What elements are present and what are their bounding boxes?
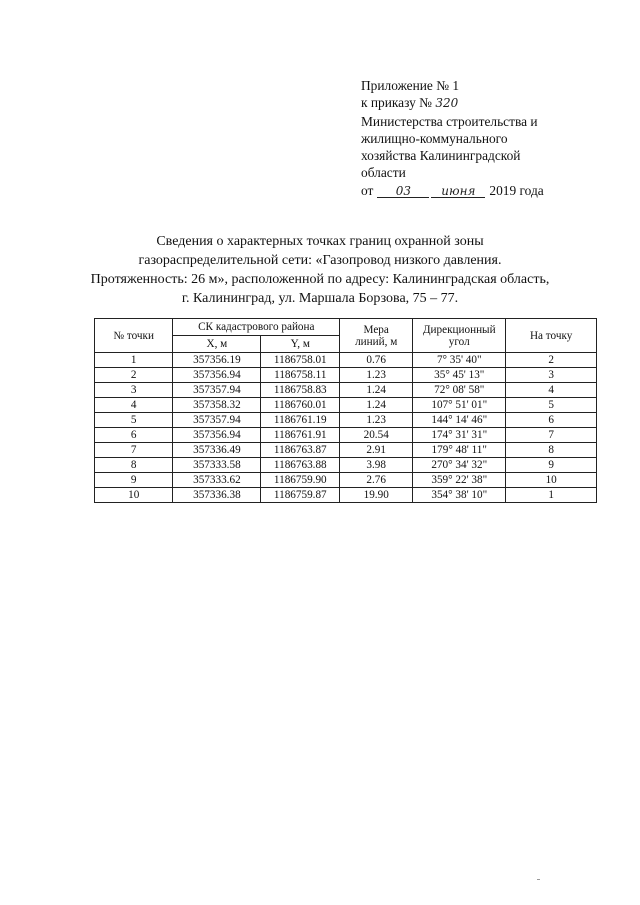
header-to-point: На точку [506, 319, 597, 353]
order-prefix: к приказу № [361, 95, 436, 111]
cell-to-point: 2 [506, 353, 597, 368]
table-row [95, 383, 597, 398]
cell-y: 1186759.87 [261, 488, 340, 503]
cell-direction-angle: 72° 08' 58" [413, 383, 506, 398]
header-line-length [340, 319, 413, 353]
cell-point-no: 3 [95, 383, 173, 398]
table-row [95, 353, 597, 368]
cell-line-length: 2.76 [340, 473, 413, 488]
cell-direction-angle: 35° 45' 13" [413, 368, 506, 383]
header-line-length-1: Мера [363, 323, 389, 336]
cell-x: 357356.94 [173, 428, 261, 443]
table-row [95, 473, 597, 488]
date-month-handwritten: июня [431, 183, 485, 198]
cell-line-length: 20.54 [340, 428, 413, 443]
date-line [361, 182, 621, 199]
cell-point-no: 7 [95, 443, 173, 458]
cell-x: 357356.94 [173, 368, 261, 383]
cell-line-length: 0.76 [340, 353, 413, 368]
title-line-3: Протяженность: 26 м», расположенной по адресу: Калининградская область, [90, 272, 550, 287]
header-point-no: № точки [95, 319, 173, 353]
table-row [95, 458, 597, 473]
scan-mark [537, 879, 540, 880]
cell-to-point: 3 [506, 368, 597, 383]
table-row [95, 368, 597, 383]
cell-point-no: 2 [95, 368, 173, 383]
cell-to-point: 6 [506, 413, 597, 428]
table-row [95, 443, 597, 458]
cell-point-no: 5 [95, 413, 173, 428]
cell-point-no: 10 [95, 488, 173, 503]
ministry-line-1: Министерства строительства и [361, 113, 538, 129]
cell-y: 1186761.91 [261, 428, 340, 443]
cell-line-length: 1.24 [340, 383, 413, 398]
header-x: X, м [173, 336, 261, 353]
cell-point-no: 4 [95, 398, 173, 413]
cell-direction-angle: 359° 22' 38" [413, 473, 506, 488]
cell-line-length: 2.91 [340, 443, 413, 458]
title-line-1: Сведения о характерных точках границ охранной зоны [156, 234, 484, 249]
cell-to-point: 8 [506, 443, 597, 458]
date-day-handwritten: 03 [377, 183, 429, 198]
table-header-row-1 [95, 319, 597, 336]
appendix-title: Приложение № 1 [361, 78, 460, 93]
cell-direction-angle: 179° 48' 11" [413, 443, 506, 458]
cell-y: 1186758.01 [261, 353, 340, 368]
cell-x: 357356.19 [173, 353, 261, 368]
cell-x: 357336.49 [173, 443, 261, 458]
cell-to-point: 1 [506, 488, 597, 503]
ministry-line-2: жилищно-коммунального [361, 130, 508, 146]
title-line-4: г. Калининград, ул. Маршала Борзова, 75 – 77. [181, 291, 459, 306]
ministry-line-4: области [361, 165, 406, 181]
header-y: Y, м [261, 336, 340, 353]
cell-y: 1186759.90 [261, 473, 340, 488]
cell-point-no: 1 [95, 353, 173, 368]
cell-y: 1186763.87 [261, 443, 340, 458]
appendix-block [361, 77, 621, 199]
order-line [361, 94, 621, 112]
cell-line-length: 1.23 [340, 413, 413, 428]
cell-point-no: 6 [95, 428, 173, 443]
cell-point-no: 8 [95, 458, 173, 473]
header-direction-1: Дирекционный [422, 323, 496, 336]
cell-to-point: 10 [506, 473, 597, 488]
cell-to-point: 9 [506, 458, 597, 473]
cell-direction-angle: 270° 34' 32" [413, 458, 506, 473]
header-direction-angle [413, 319, 506, 353]
cell-line-length: 1.24 [340, 398, 413, 413]
title-line-2: газораспределительной сети: «Газопровод низкого давления. [138, 253, 502, 268]
cell-x: 357357.94 [173, 413, 261, 428]
cell-to-point: 4 [506, 383, 597, 398]
cell-to-point: 5 [506, 398, 597, 413]
header-direction-2: угол [448, 335, 470, 348]
ministry-line-3: хозяйства Калининградской [361, 148, 521, 164]
cell-direction-angle: 144° 14' 46" [413, 413, 506, 428]
table-body [95, 353, 597, 503]
cell-y: 1186760.01 [261, 398, 340, 413]
cell-to-point: 7 [506, 428, 597, 443]
date-prefix: от [361, 182, 374, 198]
table-row [95, 413, 597, 428]
order-number-handwritten: 320 [435, 96, 459, 111]
cell-y: 1186761.19 [261, 413, 340, 428]
cell-x: 357336.38 [173, 488, 261, 503]
cell-direction-angle: 107° 51' 01" [413, 398, 506, 413]
cell-y: 1186763.88 [261, 458, 340, 473]
cell-direction-angle: 174° 31' 31" [413, 428, 506, 443]
cell-x: 357333.62 [173, 473, 261, 488]
cell-x: 357333.58 [173, 458, 261, 473]
cell-x: 357357.94 [173, 383, 261, 398]
date-year: 2019 года [489, 182, 544, 198]
boundary-points-table [94, 318, 597, 503]
cell-direction-angle: 7° 35' 40" [413, 353, 506, 368]
cell-y: 1186758.83 [261, 383, 340, 398]
cell-line-length: 1.23 [340, 368, 413, 383]
table-row [95, 428, 597, 443]
header-coordinate-system: СК кадастрового района [173, 319, 340, 336]
table-row [95, 488, 597, 503]
cell-line-length: 19.90 [340, 488, 413, 503]
cell-direction-angle: 354° 38' 10" [413, 488, 506, 503]
cell-line-length: 3.98 [340, 458, 413, 473]
cell-point-no: 9 [95, 473, 173, 488]
table-row [95, 398, 597, 413]
document-title [60, 232, 580, 308]
header-line-length-2: линий, м [355, 335, 398, 348]
cell-y: 1186758.11 [261, 368, 340, 383]
cell-x: 357358.32 [173, 398, 261, 413]
